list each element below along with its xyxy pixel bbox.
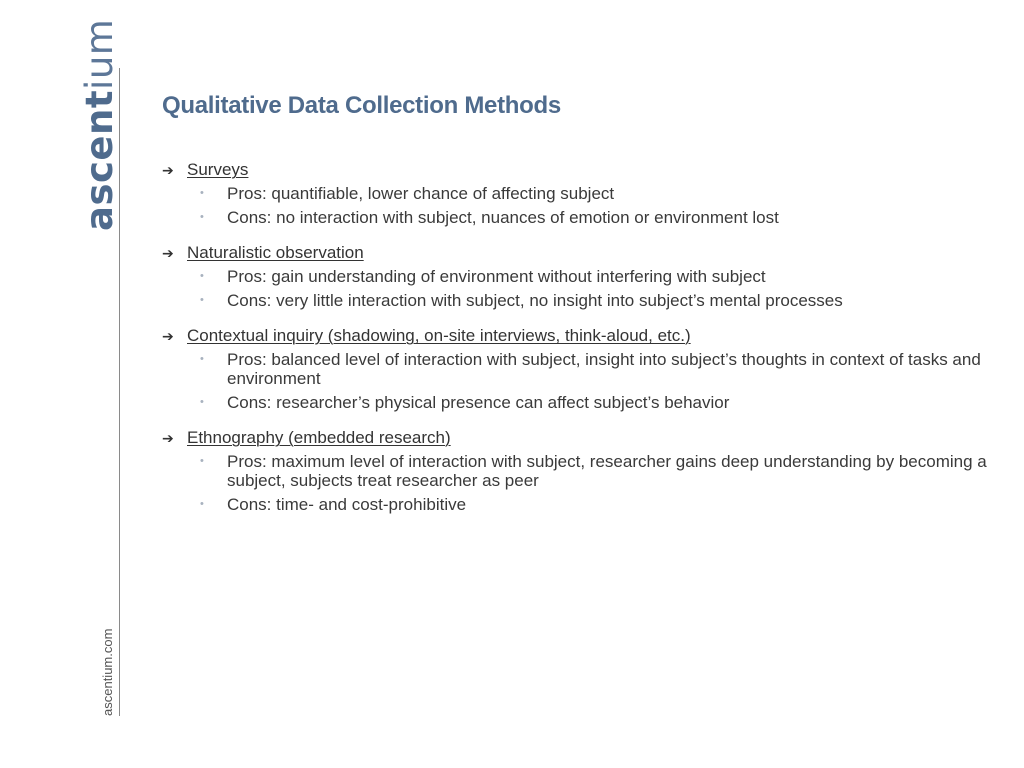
arrow-right-icon: ➔: [162, 430, 174, 446]
method-heading-text: Ethnography (embedded research): [187, 428, 451, 447]
method-points: [162, 184, 992, 227]
method-heading: [162, 324, 992, 348]
method-heading-text: Contextual inquiry (shadowing, on-site interviews, think-aloud, etc.): [187, 326, 691, 345]
bullet-icon: •: [200, 270, 204, 282]
bullet-icon: •: [200, 353, 204, 365]
slide-title: Qualitative Data Collection Methods: [162, 92, 561, 119]
method-points: [162, 267, 992, 310]
method-point-text: Pros: quantifiable, lower chance of affecting subject: [227, 184, 615, 203]
method-point-text: Cons: researcher’s physical presence can affect subject’s behavior: [227, 393, 730, 412]
method-point: [200, 495, 992, 514]
method-point-text: Cons: no interaction with subject, nuances of emotion or environment lost: [227, 208, 779, 227]
bullet-icon: •: [200, 187, 204, 199]
bullet-icon: •: [200, 396, 204, 408]
method-point-text: Cons: very little interaction with subject, no insight into subject’s mental processes: [227, 291, 843, 310]
brand-logo: [80, 19, 120, 231]
method-point-text: Cons: time- and cost-prohibitive: [227, 495, 467, 514]
method-section-contextual-inquiry: [162, 324, 992, 412]
bullet-icon: •: [200, 294, 204, 306]
arrow-right-icon: ➔: [162, 328, 174, 344]
method-section-naturalistic-observation: [162, 241, 992, 310]
method-point: [200, 267, 992, 286]
method-list: [162, 158, 992, 528]
bullet-icon: •: [200, 498, 204, 510]
bullet-icon: •: [200, 211, 204, 223]
method-point: [200, 291, 992, 310]
method-point: [200, 184, 992, 203]
method-points: [162, 452, 992, 514]
arrow-right-icon: ➔: [162, 162, 174, 178]
method-heading: [162, 158, 992, 182]
brand-logo-light: ium: [78, 18, 121, 90]
brand-logo-bold: ascent: [78, 89, 121, 231]
method-point: [200, 393, 992, 412]
method-point: [200, 350, 992, 388]
method-heading: [162, 241, 992, 265]
brand-url: ascentium.com: [100, 628, 115, 716]
method-point-text: Pros: balanced level of interaction with subject, insight into subject’s thoughts in context of tasks and environment: [227, 350, 981, 388]
bullet-icon: •: [200, 455, 204, 467]
method-heading-text: Surveys: [187, 160, 249, 179]
method-heading: [162, 426, 992, 450]
method-section-surveys: [162, 158, 992, 227]
method-point: [200, 208, 992, 227]
method-section-ethnography: [162, 426, 992, 514]
method-point: [200, 452, 992, 490]
method-point-text: Pros: gain understanding of environment without interfering with subject: [227, 267, 766, 286]
method-heading-text: Naturalistic observation: [187, 243, 364, 262]
method-point-text: Pros: maximum level of interaction with subject, researcher gains deep understanding by becoming a subject, subjects treat researcher as peer: [227, 452, 987, 490]
arrow-right-icon: ➔: [162, 245, 174, 261]
method-points: [162, 350, 992, 412]
